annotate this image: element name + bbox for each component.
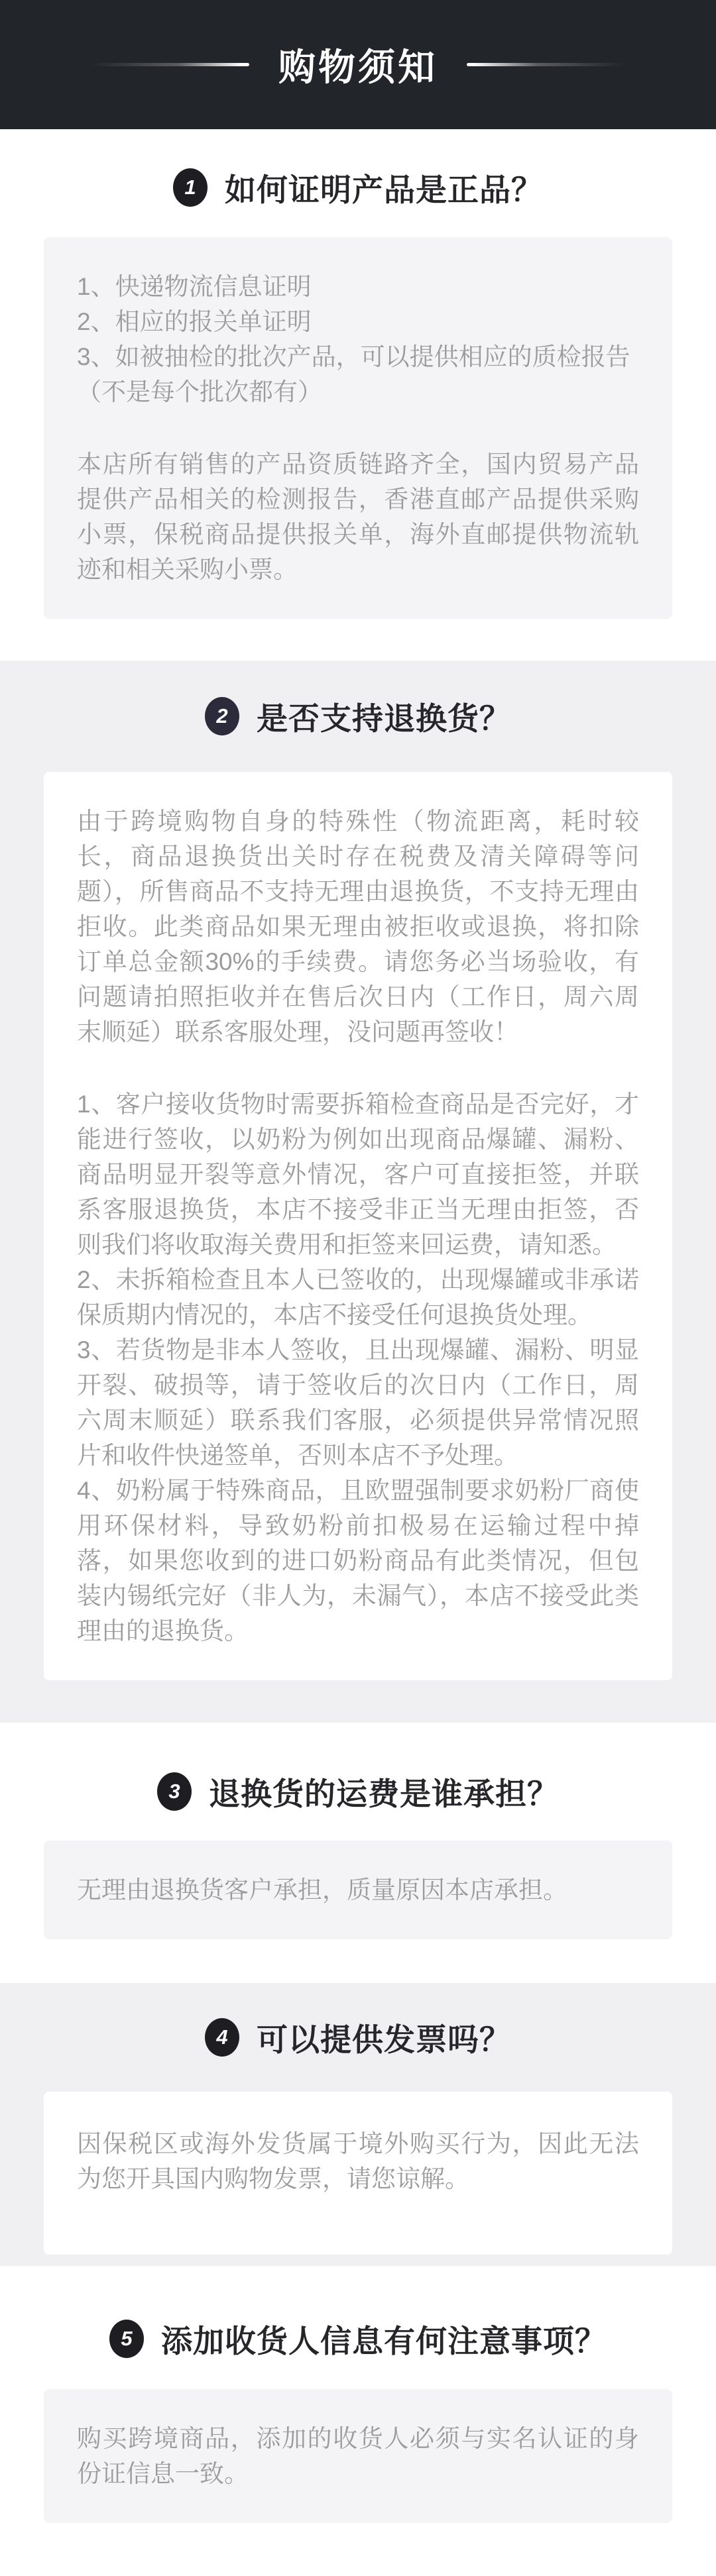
paragraph-line: 由于跨境购物自身的特殊性（物流距离，耗时较长，商品退换货出关时存在税费及清关障碍等问题），所售商品不支持无理由退换货，不支持无理由拒收。此类商品如果无理由被拒收或退换，将扣除订单总金额30%的手续费。请您务必当场验收，有问题请拍照拒收并在售后次日内（工作日，周六周末顺延）联系客服处理，没问题再签收！ — [77, 808, 639, 1046]
paragraph — [77, 1087, 639, 1648]
section-title: 可以提供发票吗？ — [257, 2021, 511, 2057]
section-number-badge: 3 — [157, 1772, 192, 1811]
section-number-badge: 5 — [109, 2320, 144, 2358]
section-title-row — [0, 2016, 716, 2059]
paragraph-line: 因保税区或海外发货属于境外购买行为，因此无法为您开具国内购物发票，请您谅解。 — [77, 2130, 639, 2192]
paragraph — [77, 269, 639, 409]
paragraph-line: 购买跨境商品，添加的收货人必须与实名认证的身份证信息一致。 — [77, 2425, 639, 2487]
paragraph-line: 1、快递物流信息证明 — [77, 273, 312, 300]
faq-section-authenticity — [0, 129, 716, 619]
paragraph-line: 本店所有销售的产品资质链路齐全，国内贸易产品提供产品相关的检测报告，香港直邮产品提供采购小票，保税商品提供报关单，海外直邮提供物流轨迹和相关采购小票。 — [77, 451, 639, 583]
paragraph — [77, 2126, 639, 2196]
section-title-row — [0, 695, 716, 737]
section-title-row — [0, 1770, 716, 1813]
faq-section-shipping-cost — [0, 1723, 716, 1939]
paragraph-line: 3、若货物是非本人签收，且出现爆罐、漏粉、明显开裂、破损等，请于签收后的次日内（工作日，周六周末顺延）联系我们客服，必须提供异常情况照片和收件快递签单，否则本店不予处理。 — [77, 1336, 639, 1469]
paragraph-line: 4、奶粉属于特殊商品，且欧盟强制要求奶粉厂商使用环保材料，导致奶粉前扣极易在运输过程中掉落，如果您收到的进口奶粉商品有此类情况，但包装内锡纸完好（非人为，未漏气），本店不接受此类理由的退换货。 — [77, 1477, 639, 1644]
paragraph — [77, 1872, 639, 1907]
section-number-badge: 1 — [173, 168, 208, 207]
paragraph — [77, 447, 639, 587]
paragraph-line: 无理由退换货客户承担，质量原因本店承担。 — [77, 1876, 567, 1904]
paragraph — [77, 2421, 639, 2491]
section-number-badge: 2 — [205, 697, 239, 735]
section-card — [44, 1841, 672, 1939]
paragraph-line: 1、客户接收货物时需要拆箱检查商品是否完好，才能进行签收，以奶粉为例如出现商品爆罐、漏粉、商品明显开裂等意外情况，客户可直接拒签，并联系客服退换货，本店不接受非正当无理由拒签，否则我们将收取海关费用和拒签来回运费，请知悉。 — [77, 1091, 639, 1258]
page-title: 购物须知 — [278, 46, 438, 88]
paragraph-line: （不是每个批次都有） — [77, 378, 322, 405]
section-card — [44, 2092, 672, 2255]
paragraph-line: 2、相应的报关单证明 — [77, 308, 312, 335]
paragraph-line: 3、如被抽检的批次产品，可以提供相应的质检报告 — [77, 343, 630, 370]
section-card — [44, 237, 672, 619]
page-header — [0, 0, 716, 129]
section-title: 是否支持退换货？ — [257, 700, 511, 736]
section-card — [44, 2389, 672, 2523]
section-title-row — [0, 2318, 716, 2360]
header-divider-line-left — [91, 63, 249, 66]
section-title: 如何证明产品是正品？ — [225, 172, 543, 207]
section-title: 添加收货人信息有何注意事项？ — [161, 2323, 607, 2359]
section-title: 退换货的运费是谁承担？ — [209, 1776, 559, 1811]
faq-section-returns — [0, 661, 716, 1723]
section-title-row — [0, 166, 716, 209]
faq-section-invoice — [0, 1983, 716, 2266]
paragraph — [77, 804, 639, 1049]
header-divider-line-right — [467, 63, 625, 66]
section-number-badge: 4 — [205, 2018, 239, 2057]
paragraph-line: 2、未拆箱检查且本人已签收的，出现爆罐或非承诺保质期内情况的，本店不接受任何退换货处理。 — [77, 1266, 639, 1328]
section-card — [44, 772, 672, 1680]
faq-section-recipient-info — [0, 2266, 716, 2571]
